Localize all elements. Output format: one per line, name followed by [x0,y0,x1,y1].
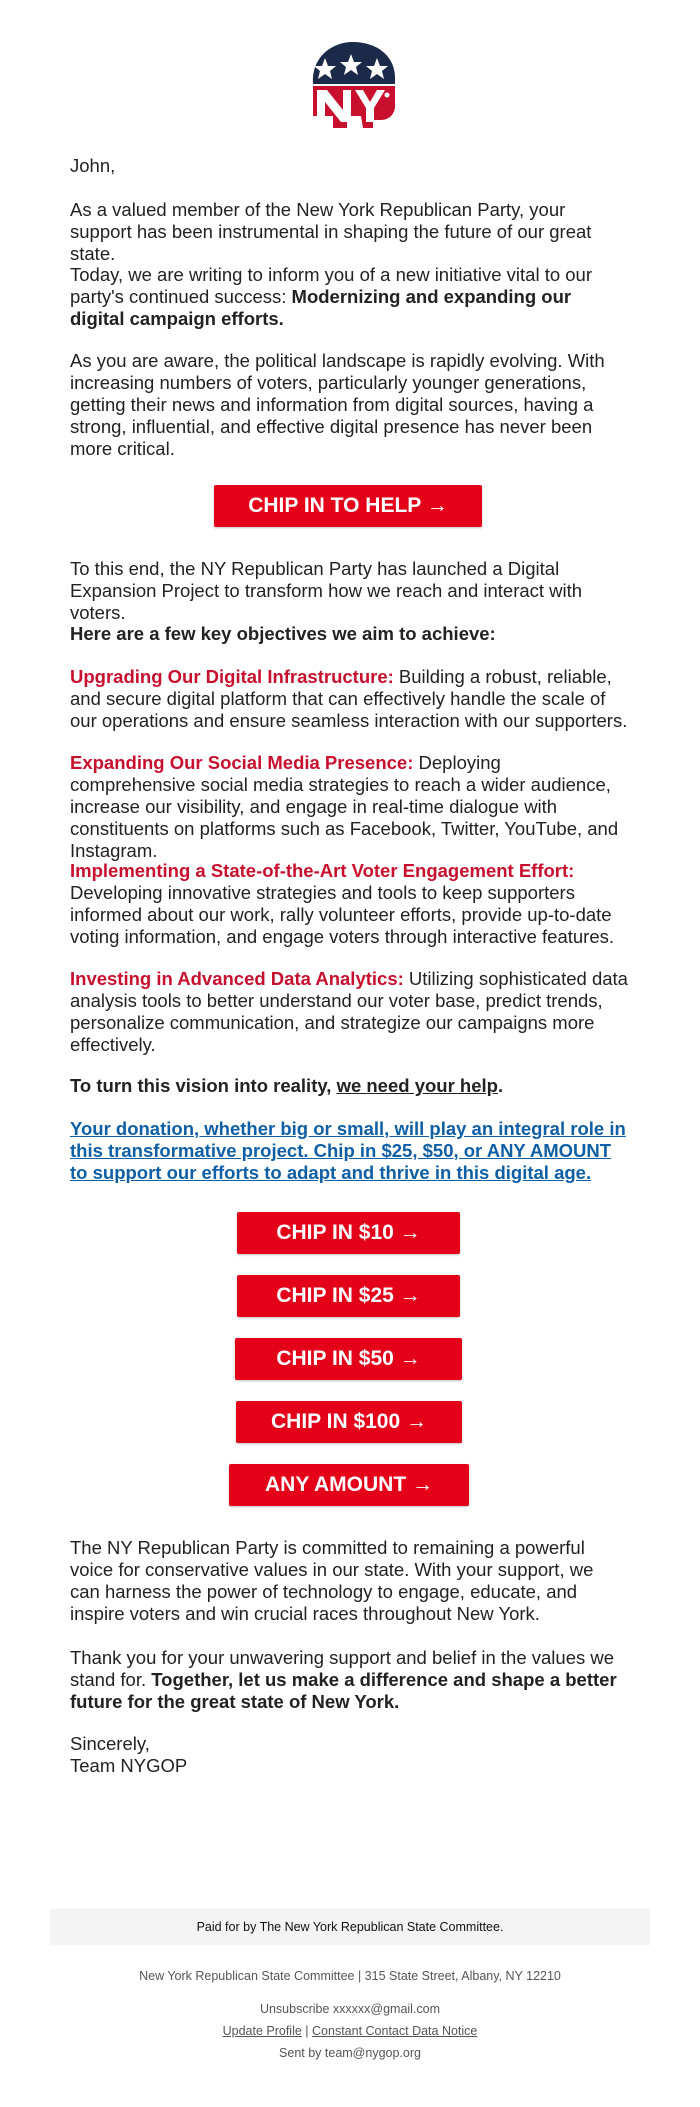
data-notice-link[interactable]: Constant Contact Data Notice [312,2024,478,2038]
initiative-text: Today, we are writing to inform you of a new initiative vital to our party's continued success: [70,264,593,307]
chip-in-100-button[interactable]: CHIP IN $100 → [236,1401,462,1443]
intro-paragraph: As a valued member of the New York Republican Party, your support has been instrumental in shaping the future of our great state. [70,199,592,264]
chip-in-25-button[interactable]: CHIP IN $25 → [237,1275,460,1317]
project-paragraph: To this end, the NY Republican Party has launched a Digital Expansion Project to transform how we reach and interact with voters. [70,558,583,623]
objectives-heading: Here are a few key objectives we aim to achieve: [70,623,496,644]
unsubscribe-link[interactable]: Unsubscribe xxxxxx@gmail.com [259,2002,441,2016]
objective-title: Upgrading Our Digital Infrastructure: [70,666,394,687]
objective-text: Developing innovative strategies and tools to keep supporters informed about our work, rally volunteer efforts, provide up-to-date voting information, and engage voters through interactive features. [70,882,615,947]
any-amount-button[interactable]: ANY AMOUNT → [229,1464,469,1506]
chip-in-50-button[interactable]: CHIP IN $50 → [235,1338,462,1380]
footer-links [0,2024,700,2038]
elephant-ny-logo-icon [303,40,399,128]
signoff: Sincerely, [70,1733,150,1754]
objective-item [70,666,628,732]
vision-end: . [497,1075,504,1096]
update-profile-link[interactable]: Update Profile [222,2024,302,2038]
objective-item [70,860,628,948]
chip-in-to-help-button[interactable]: CHIP IN TO HELP → [214,485,482,527]
commitment-paragraph: The NY Republican Party is committed to remaining a powerful voice for conservative values in our state. With your support, we can harness the power of technology to engage, educate, and inspire voters and win crucial races throughout New York. [70,1537,594,1624]
objective-item [70,752,628,862]
landscape-paragraph: As you are aware, the political landscape is rapidly evolving. With increasing numbers of voters, particularly younger generations, getting their news and information from digital sources, having a strong, influential, and effective digital presence has never been more critical. [70,350,605,459]
objective-item [70,968,628,1056]
objective-title: Investing in Advanced Data Analytics: [70,968,404,989]
objective-text: Building a robust, reliable, and secure digital platform that can effectively handle the scale of our operations and ensure seamless interaction with our supporters. [70,666,628,731]
initiative-paragraph [70,264,628,330]
thanks-text: Thank you for your unwavering support and belief in the values we stand for. [70,1647,615,1690]
objective-text: Deploying comprehensive social media strategies to reach a wider audience, increase our visibility, and engage in real-time dialogue with constituents on platforms such as Facebook, Twitter, YouTube, and Instagram. [70,752,619,861]
need-help-link[interactable]: we need your help [336,1075,498,1096]
donation-link[interactable]: Your donation, whether big or small, will play an integral role in this transformative project. Chip in $25, $50, or ANY AMOUNT to support our efforts to adapt and thrive in this digital age. [70,1118,626,1183]
footer-address: New York Republican State Committee | 315 State Street, Albany, NY 12210 [139,1969,561,1983]
sent-by: Sent by team@nygop.org [279,2046,421,2060]
objective-title: Expanding Our Social Media Presence: [70,752,414,773]
thanks-bold: Together, let us make a difference and shape a better future for the great state of New York. [70,1669,617,1712]
greeting: John, [70,155,116,176]
objective-title: Implementing a State-of-the-Art Voter Engagement Effort: [70,860,575,881]
footer-separator: | [301,2024,313,2038]
thanks-paragraph [70,1647,628,1713]
email-body [70,155,628,177]
initiative-bold: Modernizing and expanding our digital campaign efforts. [70,286,572,329]
vision-paragraph [70,1075,628,1097]
vision-text: To turn this vision into reality, [70,1075,337,1096]
signature: Team NYGOP [70,1755,188,1776]
chip-in-10-button[interactable]: CHIP IN $10 → [237,1212,460,1254]
objective-text: Utilizing sophisticated data analysis tools to better understand our voter base, predict trends, personalize communication, and strategize our campaigns more effectively. [70,968,628,1055]
paid-for-disclaimer: Paid for by The New York Republican State Committee. [50,1909,650,1945]
